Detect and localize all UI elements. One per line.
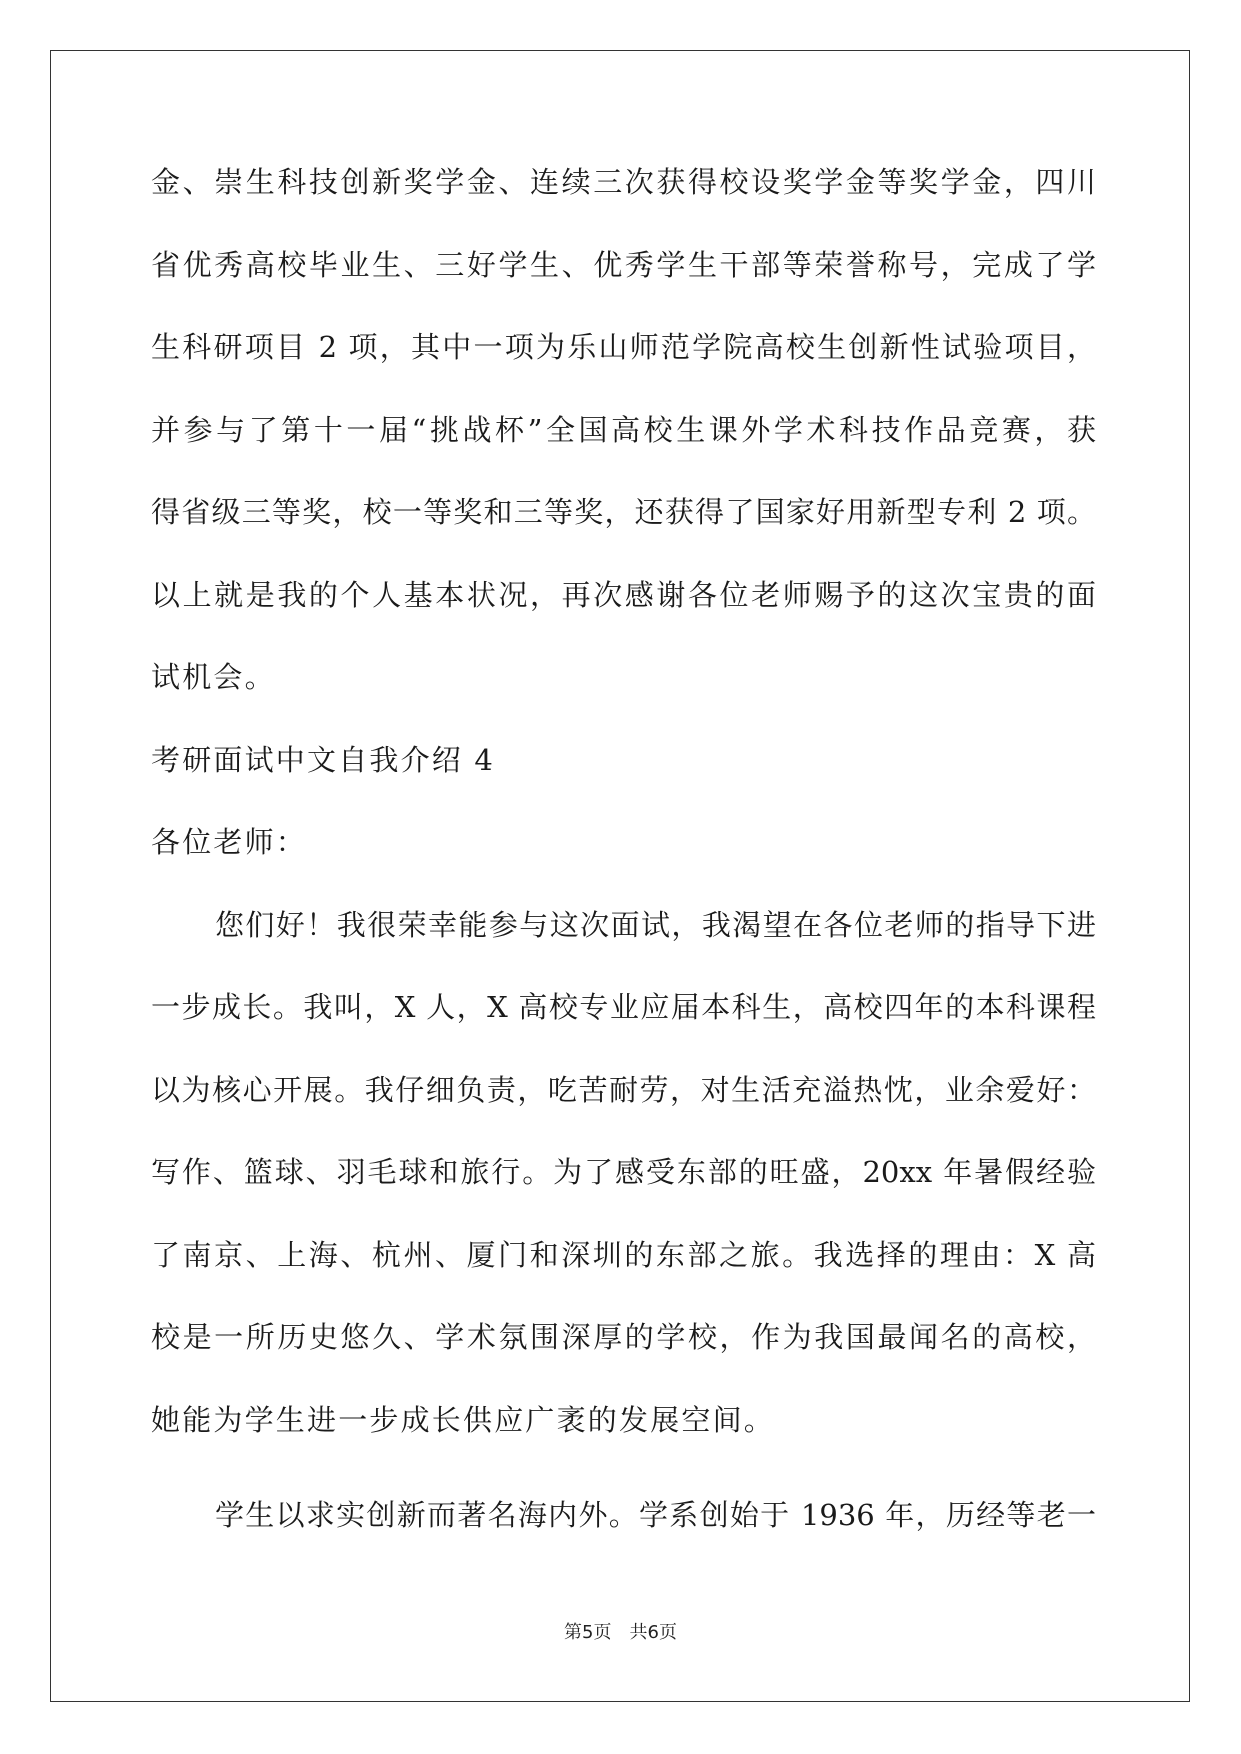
footer-suffix: 页	[658, 1622, 677, 1643]
text-line: 省优秀高校毕业生、三好学生、优秀学生干部等荣誉称号，完成了学	[151, 247, 1096, 282]
section-heading: 考研面试中文自我介绍 4	[151, 742, 496, 777]
text-line: 金、崇生科技创新奖学金、连续三次获得校设奖学金等奖学金，四川	[151, 165, 1096, 199]
footer-mid: 页 共	[593, 1622, 648, 1643]
document-body	[151, 165, 1096, 1583]
text-line: 生科研项目 2 项，其中一项为乐山师范学院高校生创新性试验项目，	[151, 330, 1096, 364]
text-line: 一步成长。我叫，X 人，X 高校专业应届本科生，高校四年的本科课程	[151, 990, 1096, 1024]
text-line: 写作、篮球、羽毛球和旅行。为了感受东部的旺盛，20xx 年暑假经验	[151, 1155, 1096, 1189]
text-line: 并参与了第十一届“挑战杯”全国高校生课外学术科技作品竞赛，获	[151, 412, 1096, 447]
text-line: 了南京、上海、杭州、厦门和深圳的东部之旅。我选择的理由：X 高	[151, 1237, 1096, 1272]
salutation: 各位老师：	[151, 825, 308, 859]
text-line: 得省级三等奖，校一等奖和三等奖，还获得了国家好用新型专利 2 项。	[151, 495, 1096, 529]
text-line: 试机会。	[151, 660, 276, 694]
text-line: 校是一所历史悠久、学术氛围深厚的学校，作为我国最闻名的高校，	[151, 1320, 1096, 1354]
text-line: 以为核心开展。我仔细负责，吃苦耐劳，对生活充溢热忱，业余爱好：	[151, 1072, 1096, 1107]
current-page-number: 5	[582, 1622, 594, 1643]
text-line: 以上就是我的个人基本状况，再次感谢各位老师赐予的这次宝贵的面	[151, 577, 1096, 612]
footer-prefix: 第	[564, 1622, 583, 1643]
text-line: 她能为学生进一步成长供应广袤的发展空间。	[151, 1402, 776, 1437]
text-line: 您们好！我很荣幸能参与这次面试，我渴望在各位老师的指导下进	[215, 907, 1096, 942]
total-pages-number: 6	[647, 1622, 659, 1643]
text-line: 学生以求实创新而著名海内外。学系创始于 1936 年，历经等老一	[215, 1497, 1096, 1532]
page-footer	[0, 1618, 1241, 1644]
